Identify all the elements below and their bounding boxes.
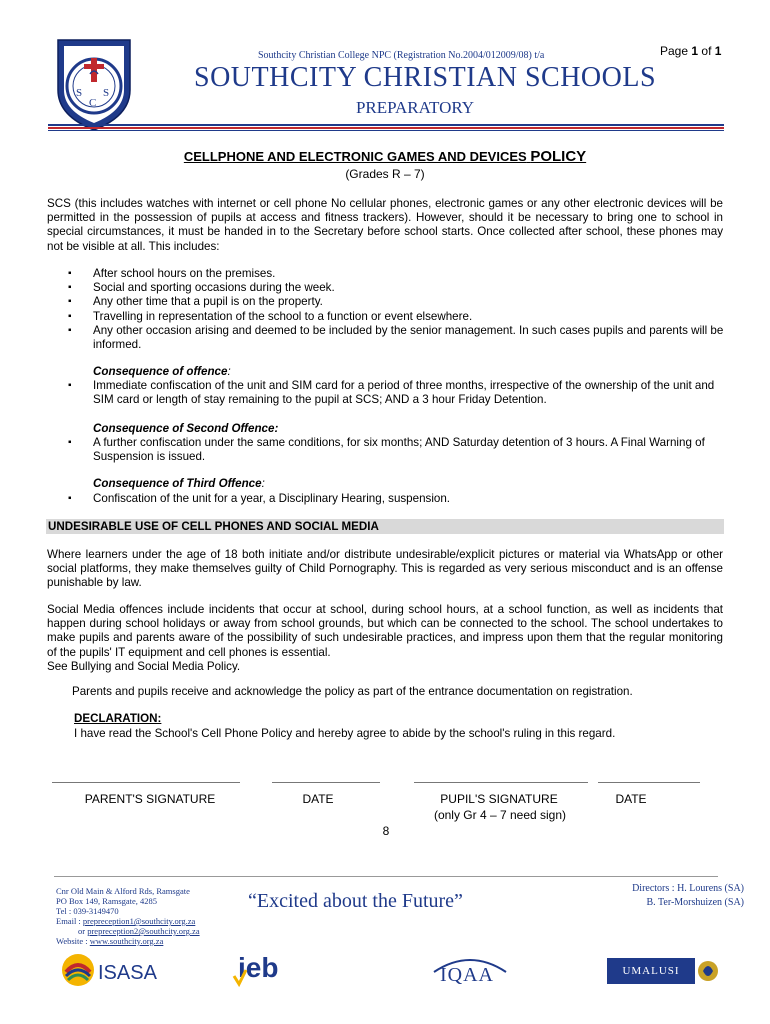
page-total: 1 <box>714 44 722 58</box>
consequence-first-list <box>68 379 724 407</box>
website-link[interactable]: www.southcity.org.za <box>89 936 164 946</box>
declaration-text: I have read the School's Cell Phone Policy and hereby agree to abide by the school's ruling in this regard. <box>74 727 616 740</box>
svg-text:S: S <box>103 87 110 99</box>
intro-paragraph: SCS (this includes watches with internet or cell phone No cellular phones, electronic games or any other electronic devices will be permitted in the possession of pupils at access and fitness trackers). However, should it be necessary to bring one to school in special circumstances, it must be handed in to the Secretary before school starts. Once collected after school, these phones may not be visible at all. This includes: <box>47 197 723 253</box>
header-stripe-red <box>48 127 724 129</box>
page-number: 8 <box>382 824 390 838</box>
page-label: Page <box>660 44 689 58</box>
declaration-heading: DECLARATION: <box>74 712 162 725</box>
address-line-1: Cnr Old Main & Alford Rds, Ramsgate <box>56 886 190 896</box>
email-link-1[interactable]: prepreception1@southcity.org.za <box>82 916 196 926</box>
whatsapp-paragraph: Where learners under the age of 18 both initiate and/or distribute undesirable/explicit pictures or material via WhatsApp or other social platforms, they make themselves guilty of Child Pornography. This is regarded as very serious misconduct and is an offense punishable by law. <box>47 548 723 590</box>
date-label-1: DATE <box>302 792 334 806</box>
list-item: ▪ Any other occasion arising and deemed to be included by the senior management. In such cases pupils and parents will be informed. <box>68 324 724 352</box>
ieb-check-icon <box>232 968 248 988</box>
school-motto: “Excited about the Future” <box>248 890 463 912</box>
page-current: 1 <box>691 44 699 58</box>
includes-list <box>68 267 724 352</box>
parent-signature-label: PARENT'S SIGNATURE <box>84 792 216 806</box>
school-name: SOUTHCITY CHRISTIAN SCHOOLS <box>194 62 657 93</box>
see-policy-line: See Bullying and Social Media Policy. <box>47 660 241 673</box>
date-line-2[interactable] <box>598 782 700 783</box>
svg-text:C: C <box>89 97 97 109</box>
date-label-2: DATE <box>615 792 647 806</box>
list-item: ▪ Immediate confiscation of the unit and SIM card for a period of three months, irrespective of the ownership of the unit and SIM card or length of stay remaining to the pupil at SCS; AND a 3 hour Friday Detention. <box>68 379 724 407</box>
iqaa-logo: IQAA <box>430 954 510 994</box>
svg-text:S: S <box>76 87 83 99</box>
directors: Directors : H. Lourens (SA) B. Ter-Morshuizen (SA) <box>632 883 744 908</box>
pupil-signature-line[interactable] <box>414 782 588 783</box>
isasa-emblem-icon <box>60 952 96 988</box>
grades-range: (Grades R – 7) <box>345 167 425 181</box>
list-item: ▪ Travelling in representation of the school to a function or event elsewhere. <box>68 310 724 324</box>
consequence-second-heading: Consequence of Second Offence: <box>93 422 279 435</box>
telephone: Tel : 039-3149470 <box>56 906 119 916</box>
footer-contact: Cnr Old Main & Alford Rds, Ramsgate PO Box 149, Ramsgate, 4285 Tel : 039-3149470 Email : prepreception1@southcity.org.za or prepreception2@southcity.org.za Website : www.southcity.org.za <box>56 886 200 946</box>
pupil-signature-note: (only Gr 4 – 7 need sign) <box>433 808 567 822</box>
consequence-second-list <box>68 436 724 464</box>
school-subtitle: PREPARATORY <box>355 98 475 117</box>
footer-rule <box>54 876 718 877</box>
list-item: ▪ Social and sporting occasions during the week. <box>68 281 724 295</box>
page-indicator <box>660 44 721 58</box>
consequence-first-heading: Consequence of offence: <box>93 365 231 378</box>
list-item: ▪ A further confiscation under the same conditions, for six months; AND Saturday detention of 3 hours. A Final Warning of Suspension is issued. <box>68 436 724 464</box>
pupil-signature-label: PUPIL'S SIGNATURE <box>440 792 558 806</box>
document-title: CELLPHONE AND ELECTRONIC GAMES AND DEVICES POLICY <box>183 148 587 165</box>
registration-line: Southcity Christian College NPC (Registration No.2004/012009/08) t/a <box>258 50 545 61</box>
section-heading-social-media: UNDESIRABLE USE OF CELL PHONES AND SOCIAL MEDIA <box>46 519 724 534</box>
list-item: ▪ After school hours on the premises. <box>68 267 724 281</box>
list-item: ▪ Confiscation of the unit for a year, a Disciplinary Hearing, suspension. <box>68 492 724 506</box>
consequence-third-list <box>68 492 724 506</box>
header-stripe-navy <box>48 124 724 126</box>
address-line-2: PO Box 149, Ramsgate, 4285 <box>56 896 158 906</box>
parent-signature-line[interactable] <box>52 782 240 783</box>
acknowledge-paragraph: Parents and pupils receive and acknowledge the policy as part of the entrance documentation on registration. <box>72 685 633 698</box>
page-of: of <box>701 44 712 58</box>
header-stripe-navy-thin <box>48 130 724 131</box>
isasa-logo: ISASA <box>60 950 160 990</box>
date-line-1[interactable] <box>272 782 380 783</box>
list-item: ▪ Any other time that a pupil is on the property. <box>68 295 724 309</box>
email-link-2[interactable]: prepreception2@southcity.org.za <box>87 926 200 936</box>
umalusi-emblem-icon <box>697 958 719 984</box>
consequence-third-heading: Consequence of Third Offence: <box>93 477 265 490</box>
ieb-logo: ieb <box>232 950 292 990</box>
umalusi-logo: UMALUSI <box>607 958 719 984</box>
social-media-paragraph: Social Media offences include incidents that occur at school, during school hours, at a school function, as well as incidents that happen during school holidays or away from school grounds, but which can be connected to the school. The school undertakes to make pupils and parents aware of the possibility of such undesirable practices, and impress upon them that the regular monitoring of the pupils' IT equipment and cell phones is essential. <box>47 603 723 659</box>
